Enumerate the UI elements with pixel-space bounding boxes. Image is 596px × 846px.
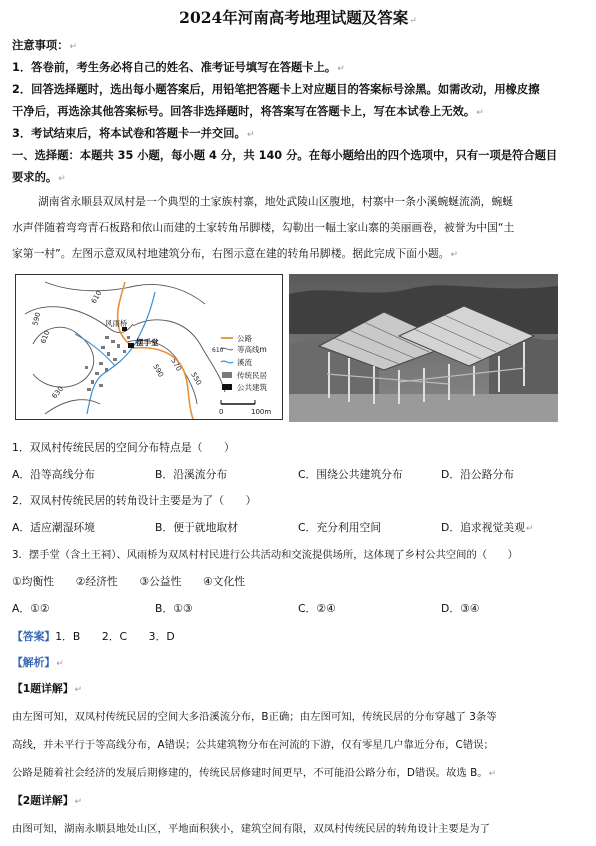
return-mark-icon: ↵ (409, 16, 417, 26)
return-mark-icon: ↵ (488, 769, 497, 779)
return-mark-icon: ↵ (58, 174, 66, 184)
option-text: C．围绕公共建筑分布 (298, 468, 403, 481)
return-mark-icon: ↵ (246, 130, 255, 140)
notice-item-2-cont (12, 104, 584, 121)
notice-heading (12, 38, 584, 55)
question-2-stem (12, 493, 584, 509)
legend-stream: 溪流 (237, 358, 252, 367)
legend-road: 公路 (237, 334, 252, 343)
analysis-heading (12, 655, 584, 672)
notice-item-2 (12, 82, 584, 98)
q1-option-c[interactable] (298, 467, 403, 482)
option-text: C．充分利用空间 (298, 521, 382, 534)
contour-label: 550 (189, 371, 203, 387)
detail-heading-text: 【1题详解】 (12, 682, 74, 695)
legend-house: 传统民居 (237, 371, 267, 380)
passage-text: 湖南省永顺县双凤村是一个典型的土家族村寨，地处武陵山区腹地，村寨中一条小溪蜿蜒流淌，蜿蜒 (38, 195, 514, 208)
section-heading-text: 要求的。 (12, 171, 58, 184)
option-text: B．沿溪流分布 (155, 468, 228, 481)
answer-label: 【答案】 (12, 630, 56, 643)
contour-label: 610 (39, 329, 52, 345)
contour-label: 630 (50, 384, 66, 401)
passage-text: 水声伴随着弯弯青石板路和依山而建的土家转角吊脚楼，勾勒出一幅土家山寨的美丽画卷，被誉为中国“土 (12, 221, 515, 234)
option-text: D．③④ (441, 602, 480, 615)
return-mark-icon: ↵ (525, 524, 534, 534)
legend-contour: 等高线m (237, 345, 267, 354)
notice-item-text: 干净后，再选涂其他答案标号。回答非选择题时，将答案写在答题卡上，写在本试卷上无效。 (12, 105, 476, 118)
section-heading (12, 148, 584, 164)
q2-detail-heading (12, 793, 584, 810)
q2-option-a[interactable] (12, 520, 95, 535)
question-3-choices (12, 574, 584, 590)
return-mark-icon: ↵ (69, 42, 78, 52)
title-text: 2024年河南高考地理试题及答案 (179, 8, 409, 27)
q2-option-c[interactable] (298, 520, 381, 535)
option-text: A．①② (12, 602, 50, 615)
option-text: A．适应潮湿环境 (12, 521, 95, 534)
q2-detail-line-1 (12, 821, 584, 837)
detail-text: 由图可知，湖南永顺县地处山区，平地面积狭小，建筑空间有限，双凤村传统民居的转角设计主要是为了 (12, 823, 490, 835)
legend-public-swatch (222, 384, 232, 390)
question-1-stem (12, 440, 584, 456)
option-text: B．①③ (155, 602, 193, 615)
legend-public: 公共建筑 (237, 383, 267, 392)
notice-item-1 (12, 60, 584, 77)
question-3-stem (12, 547, 584, 563)
section-heading-text: 一、选择题：本题共 35 小题，每小题 4 分，共 140 分。在每小题给出的四个选项中，只有一项是符合题目 (12, 149, 558, 162)
page-title (0, 6, 596, 28)
question-stem-text: 2．双凤村传统民居的转角设计主要是为了（ ） (12, 494, 257, 507)
contour-label: 610 (89, 289, 104, 305)
detail-text: 由左图可知，双凤村传统民居的空间大多沿溪流分布，B正确；由左图可知，传统民居的分布穿越了 3条等 (12, 711, 497, 723)
contour-label: 590 (31, 311, 43, 327)
option-text: B．便于就地取材 (155, 521, 238, 534)
notice-heading-text: 注意事项： (12, 39, 69, 52)
q3-option-c[interactable] (298, 601, 336, 616)
answer-line (12, 629, 584, 645)
choices-text: ①均衡性 ②经济性 ③公益性 ④文化性 (12, 575, 246, 588)
legend-house-swatch (222, 372, 232, 378)
notice-item-text: 3．考试结束后，将本试卷和答题卡一并交回。 (12, 127, 246, 140)
notice-item-text: 1．答卷前，考生务必将自己的姓名、准考证号填写在答题卡上。 (12, 61, 337, 74)
q3-option-a[interactable] (12, 601, 50, 616)
return-mark-icon: ↵ (56, 659, 64, 669)
detail-text: 公路是随着社会经济的发展后期修建的，传统民居修建时间更早，不可能沿公路分布，D错误。故选 B。 (12, 767, 488, 779)
return-mark-icon: ↵ (74, 797, 83, 807)
question-stem-text: 3．摆手堂（含土王祠）、风雨桥为双凤村村民进行公共活动和交流提供场所，这体现了乡村公共空间的（ ） (12, 549, 518, 561)
q1-detail-line-2 (12, 737, 584, 753)
return-mark-icon: ↵ (337, 64, 345, 74)
q1-detail-line-1 (12, 709, 584, 725)
village-map-figure (15, 274, 283, 420)
q1-option-a[interactable] (12, 467, 95, 482)
passage-text: 家第一村”。左图示意双凤村地建筑分布，右图示意在建的转角吊脚楼。据此完成下面小题。 (12, 247, 450, 260)
q2-option-b[interactable] (155, 520, 238, 535)
stilt-house-photo (289, 274, 558, 422)
return-mark-icon: ↵ (450, 250, 459, 260)
answer-text: 1．B 2．C 3．D (55, 630, 175, 643)
detail-text: 高线，并未平行于等高线分布，A错误；公共建筑物分布在河流的下游，仅有零星几户靠近分布，C错误； (12, 739, 494, 751)
return-mark-icon: ↵ (476, 108, 484, 118)
hall-label: 摆手堂 (136, 338, 159, 347)
q1-option-d[interactable] (441, 467, 514, 482)
legend-contour-value: 610 (212, 347, 224, 354)
section-heading-cont (12, 170, 584, 187)
q3-option-d[interactable] (441, 601, 479, 616)
notice-item-text: 2．回答选择题时，选出每小题答案后，用铅笔把答题卡上对应题目的答案标号涂黑。如需改动，用橡皮擦 (12, 83, 540, 96)
q1-option-b[interactable] (155, 467, 227, 482)
scale-start: 0 (219, 408, 224, 416)
bridge-label: 风雨桥 (105, 319, 128, 328)
passage-line-1 (12, 194, 584, 210)
question-stem-text: 1．双凤村传统民居的空间分布特点是（ ） (12, 441, 235, 454)
contour-label: 590 (151, 363, 165, 379)
return-mark-icon: ↵ (74, 685, 83, 695)
option-text: D．沿公路分布 (441, 468, 515, 481)
q3-option-b[interactable] (155, 601, 193, 616)
option-text: D．追求视觉美观 (441, 521, 525, 534)
contour-label: 570 (169, 357, 183, 373)
passage-line-2 (12, 220, 584, 236)
q2-option-d[interactable] (441, 520, 533, 535)
option-text: C．②④ (298, 602, 336, 615)
public-building (128, 343, 134, 348)
detail-heading-text: 【2题详解】 (12, 794, 74, 807)
analysis-heading-text: 【解析】 (12, 656, 56, 669)
option-text: A．沿等高线分布 (12, 468, 95, 481)
passage-line-3 (12, 246, 584, 263)
scale-end: 100m (251, 408, 272, 416)
q1-detail-heading (12, 681, 584, 698)
notice-item-3 (12, 126, 584, 143)
q1-detail-line-3 (12, 765, 584, 782)
